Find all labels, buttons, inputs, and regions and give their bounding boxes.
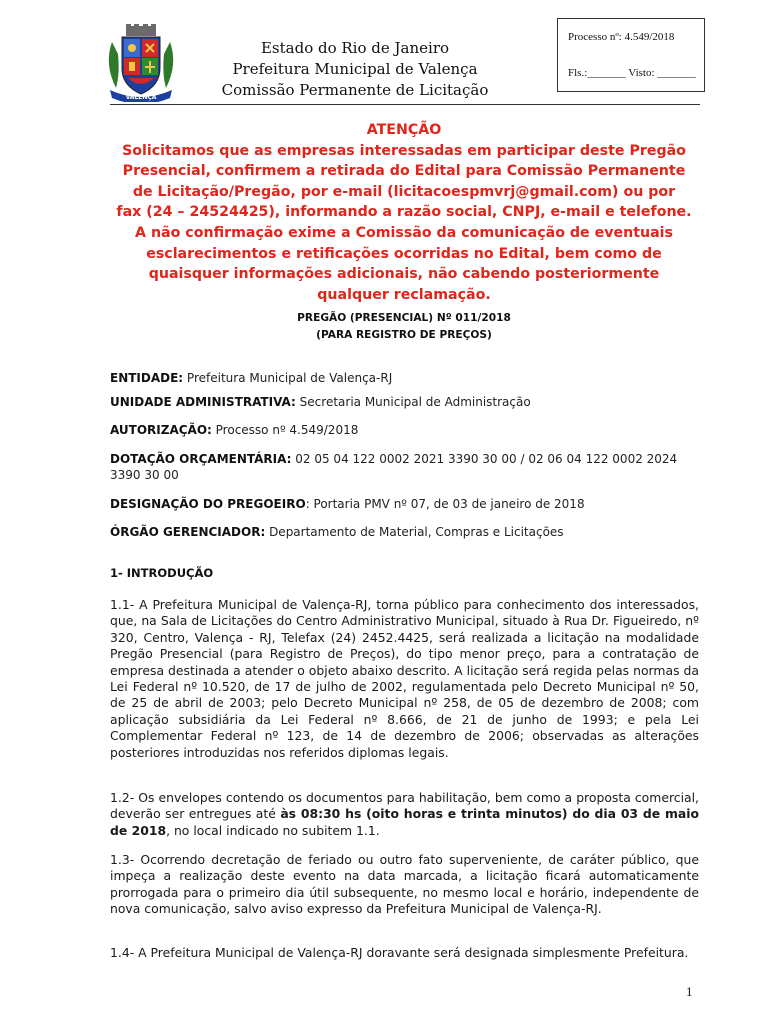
valenca-coat-of-arms-logo bbox=[102, 24, 180, 102]
paragraph-1-3: 1.3- Ocorrendo decretação de feriado ou outro fato superveniente, de caráter público, que impeça a realização deste evento na data marcada, a licitação ficará automaticamente prorrogada para o primeiro dia útil subsequente, no mesmo local e horário, independente de nova comunicação, salvo aviso expresso da Prefeitura Municipal de Valença-RJ. bbox=[110, 852, 699, 917]
attention-line: fax (24 – 24524425), informando a razão social, CNPJ, e-mail e telefone. bbox=[116, 204, 692, 221]
field-label: AUTORIZAÇÃO: bbox=[110, 423, 212, 437]
letterhead-prefecture: Prefeitura Municipal de Valença bbox=[232, 60, 478, 78]
pregao-subtitle: (PARA REGISTRO DE PREÇOS) bbox=[316, 329, 492, 341]
field-autorizacao bbox=[110, 422, 700, 438]
field-value: : Portaria PMV nº 07, de 03 de janeiro de 2018 bbox=[305, 497, 585, 511]
paragraph-text: , no local indicado no subitem 1.1. bbox=[166, 822, 380, 838]
attention-title: ATENÇÃO bbox=[366, 122, 442, 138]
field-value: Departamento de Material, Compras e Licitações bbox=[265, 525, 564, 539]
letterhead-state: Estado do Rio de Janeiro bbox=[260, 39, 450, 57]
field-value: Processo nº 4.549/2018 bbox=[211, 423, 359, 437]
fls-visto-line: Fls.:_______ Visto: _______ bbox=[568, 67, 696, 79]
attention-line: A não confirmação exime a Comissão da comunicação de eventuais bbox=[135, 224, 673, 241]
page-number: 1 bbox=[686, 984, 693, 999]
paragraph-1-1: 1.1- A Prefeitura Municipal de Valença-RJ, torna público para conhecimento dos interessados, que, na Sala de Licitações do Centro Administrativo Municipal, situado à Rua Dr. Figueiredo, nº 320, Centro, Valença - RJ, Telefax (24) 2452.4425, será realizada a licitação na modalidade Pregão Presencial (para Registro de Preços), do tipo menor preço, para a contratação de empresa destinada a atender o objeto abaixo descrito. A licitação será regida pelas normas da Lei Federal nº 10.520, de 17 de julho de 2002, regulamentada pelo Decreto Municipal nº 50, de 25 de abril de 2003; pelo Decreto Municipal nº 258, de 05 de dezembro de 2008; com aplicação subsidiária da Lei Federal nº 8.666, de 21 de junho de 1993; e pela Lei Complementar Federal nº 123, de 14 de dezembro de 2006; observadas as alterações posteriores introduzidas nos referidos diplomas legais. bbox=[110, 597, 699, 760]
attention-line: Solicitamos que as empresas interessadas em participar deste Pregão bbox=[122, 142, 686, 159]
field-value: Secretaria Municipal de Administração bbox=[295, 395, 531, 409]
field-label: DOTAÇÃO ORÇAMENTÁRIA: bbox=[110, 452, 292, 466]
deadline-emphasis: às 08:30 hs (oito horas e trinta minutos) do dia 03 de maio de 2018 bbox=[110, 806, 699, 838]
field-label: DESIGNAÇÃO DO PREGOEIRO bbox=[110, 497, 306, 511]
header-divider bbox=[110, 104, 700, 105]
paragraph-1-4: 1.4- A Prefeitura Municipal de Valença-RJ doravante será designada simplesmente Prefeitura. bbox=[110, 945, 689, 960]
field-label: ENTIDADE: bbox=[110, 371, 184, 385]
paragraph-text: 1.2- Os envelopes contendo os documentos para habilitação, bem como a proposta comercial, deverão ser entregues até bbox=[110, 790, 699, 822]
field-value: Prefeitura Municipal de Valença-RJ bbox=[183, 371, 393, 385]
pregao-number: PREGÃO (PRESENCIAL) Nº 011/2018 bbox=[297, 312, 511, 324]
field-label: ÓRGÃO GERENCIADOR: bbox=[110, 525, 266, 539]
attention-line: quaisquer informações adicionais, não cabendo posteriormente bbox=[148, 266, 660, 283]
crest-caption: VALENÇA bbox=[125, 94, 157, 101]
pregao-heading bbox=[108, 310, 700, 344]
attention-line: esclarecimentos e retificações ocorridas no Edital, bem como de bbox=[146, 245, 662, 262]
field-unidade bbox=[110, 394, 700, 410]
field-label: UNIDADE ADMINISTRATIVA: bbox=[110, 395, 296, 409]
attention-line: Presencial, confirmem a retirada do Edital para Comissão Permanente bbox=[122, 163, 686, 180]
field-designacao bbox=[110, 496, 700, 512]
letterhead bbox=[196, 38, 514, 101]
field-value: 02 05 04 122 0002 2021 3390 30 00 / 02 06 04 122 0002 2024 3390 30 00 bbox=[110, 452, 678, 482]
field-entidade bbox=[110, 370, 700, 386]
process-stamp-box bbox=[557, 18, 705, 92]
letterhead-commission: Comissão Permanente de Licitação bbox=[221, 81, 489, 99]
field-dotacao bbox=[110, 451, 700, 483]
attention-line: qualquer reclamação. bbox=[317, 286, 491, 303]
section-title: 1- INTRODUÇÃO bbox=[110, 566, 214, 580]
process-number: Processo nº: 4.549/2018 bbox=[568, 31, 675, 43]
attention-notice bbox=[108, 120, 700, 305]
attention-line: de Licitação/Pregão, por e-mail (licitacoespmvrj@gmail.com) ou por bbox=[132, 183, 676, 200]
field-orgao bbox=[110, 524, 700, 540]
paragraph-1-2 bbox=[110, 790, 699, 839]
